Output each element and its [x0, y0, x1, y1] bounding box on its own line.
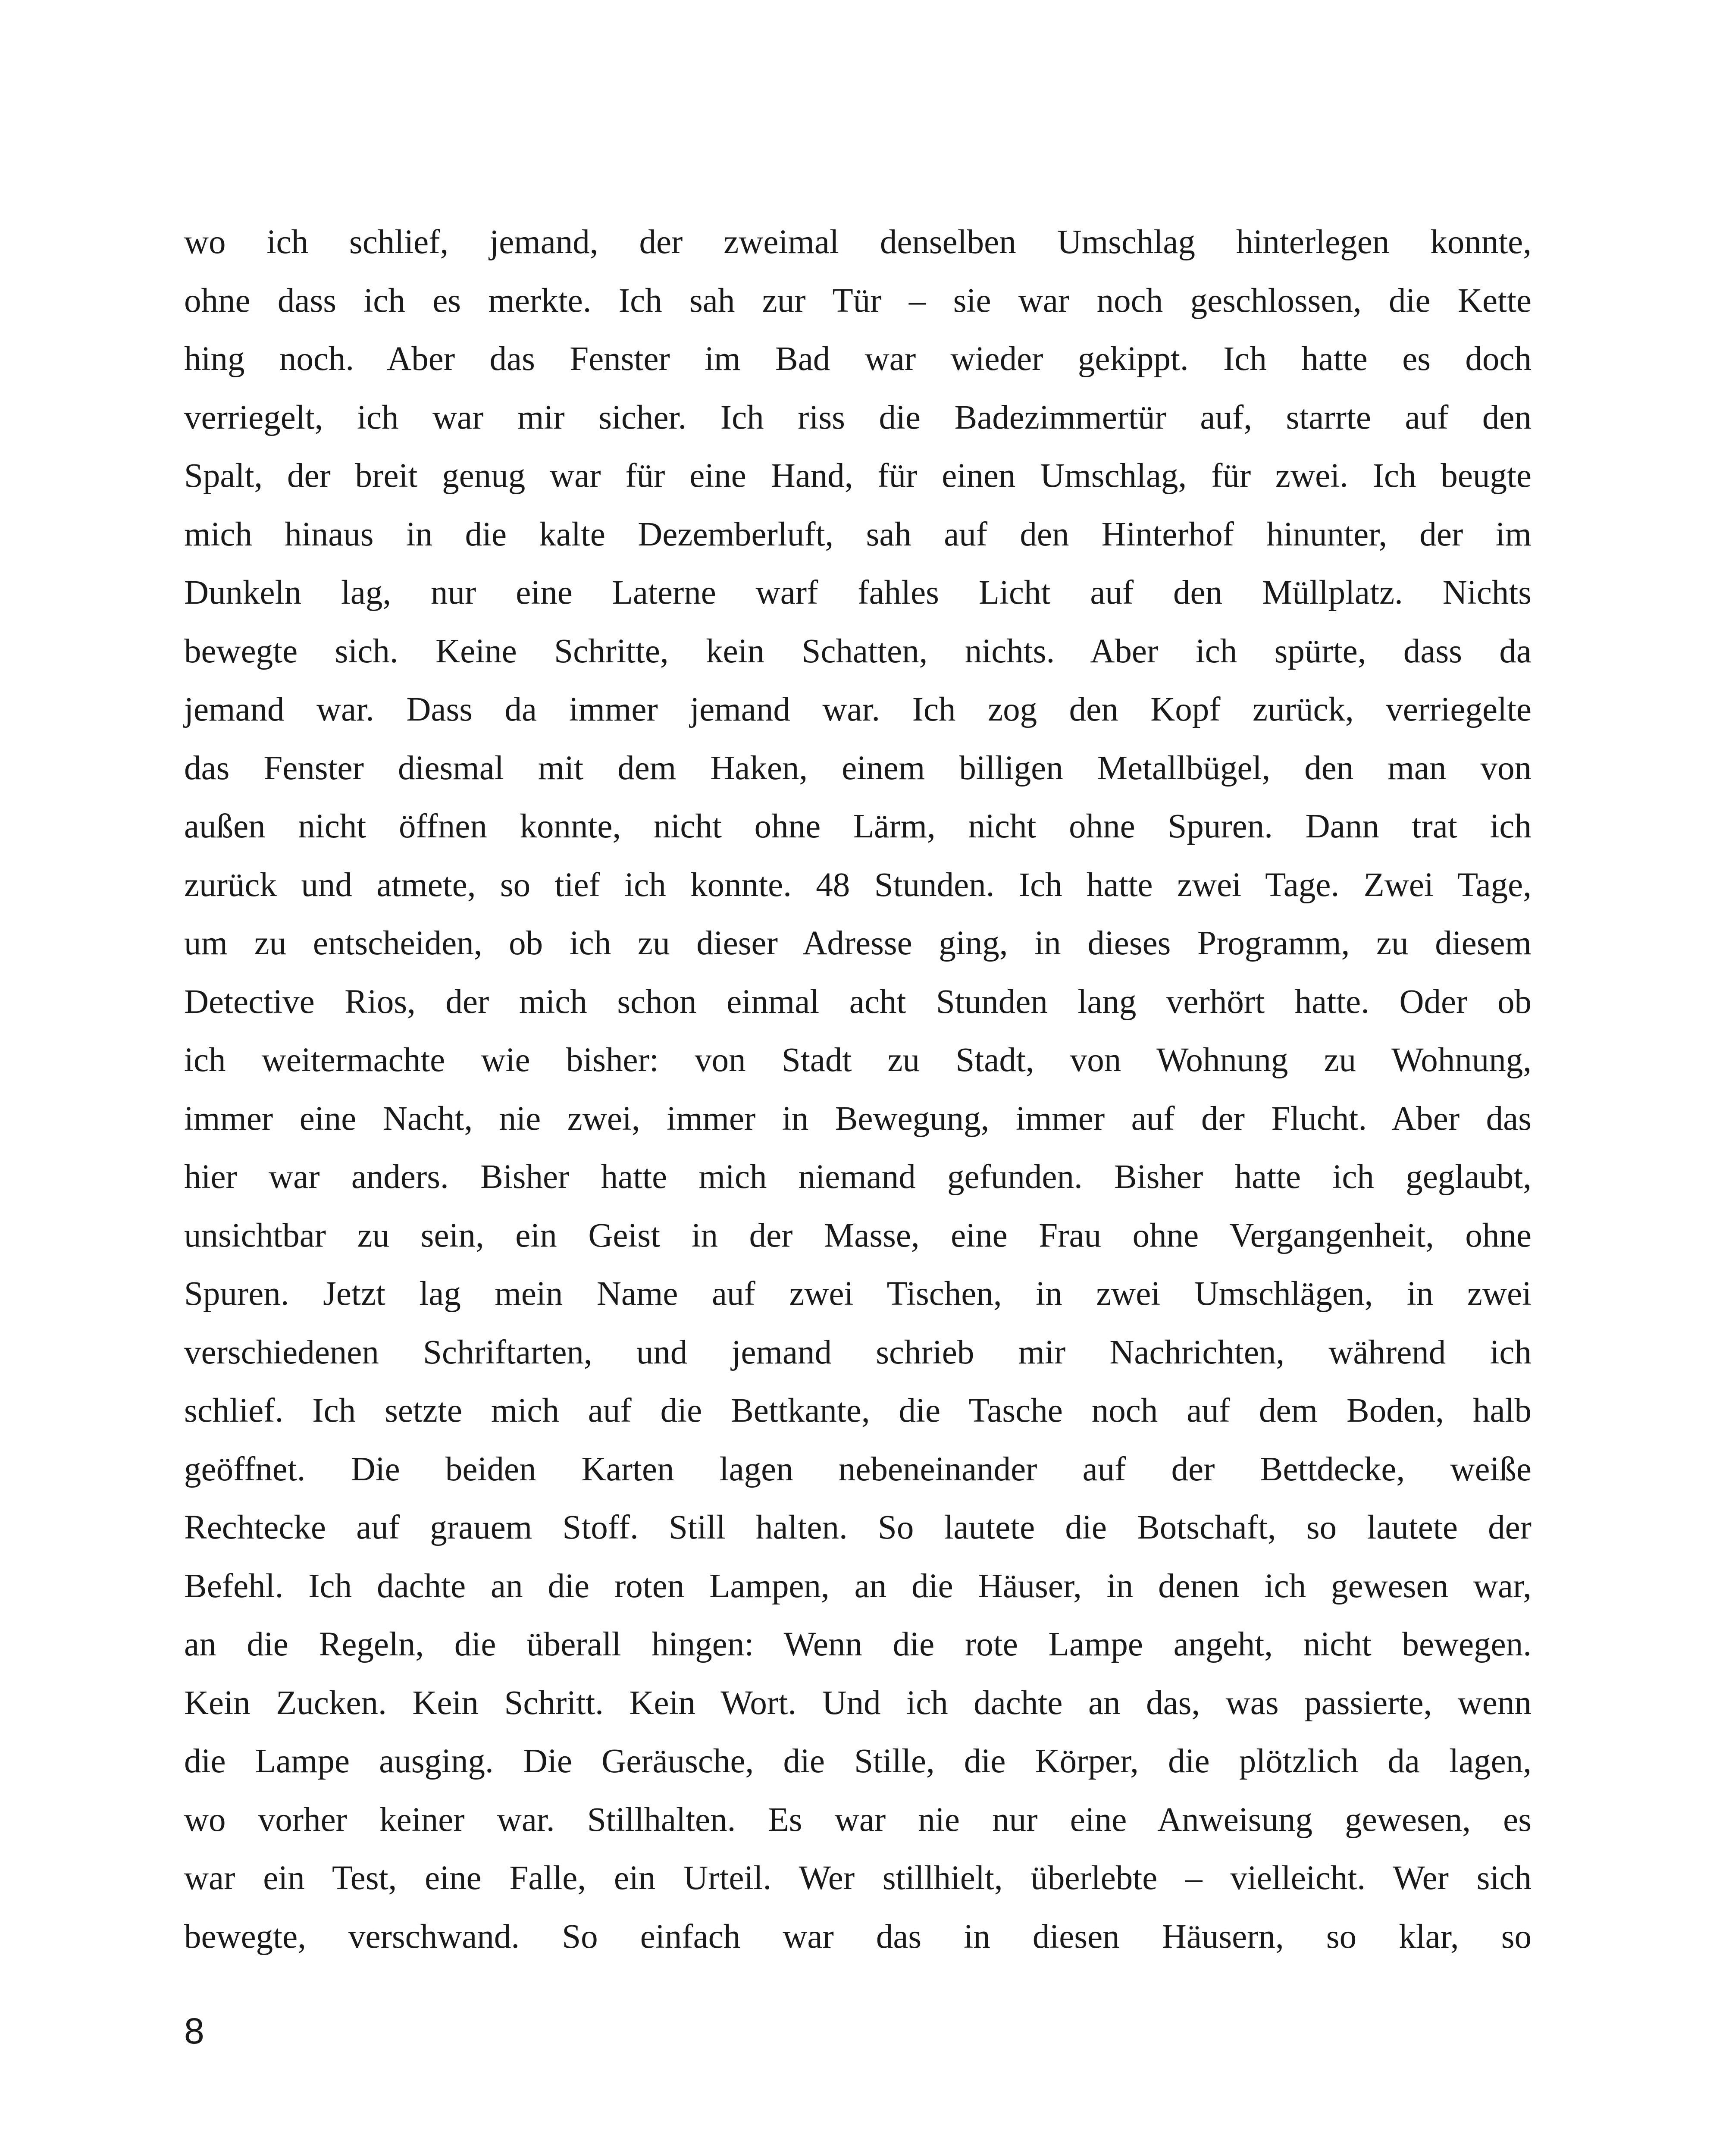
text-line: Detective Rios, der mich schon einmal acht Stunden lang verhört hatte. Oder ob: [184, 983, 1532, 1021]
text-line: unsichtbar zu sein, ein Geist in der Masse, eine Frau ohne Vergangenheit, ohne: [184, 1216, 1532, 1254]
text-line: Spuren. Jetzt lag mein Name auf zwei Tischen, in zwei Umschlägen, in zwei: [184, 1275, 1532, 1313]
text-line: wo vorher keiner war. Stillhalten. Es war nie nur eine Anweisung gewesen, es: [184, 1801, 1532, 1839]
text-line: das Fenster diesmal mit dem Haken, einem billigen Metallbügel, den man von: [184, 749, 1532, 787]
text-line: jemand war. Dass da immer jemand war. Ich zog den Kopf zurück, verriegelte: [184, 691, 1532, 728]
text-line: um zu entscheiden, ob ich zu dieser Adresse ging, in dieses Programm, zu diesem: [184, 924, 1532, 962]
text-line: verriegelt, ich war mir sicher. Ich riss die Badezimmertür auf, starrte auf den: [184, 398, 1532, 436]
text-line: mich hinaus in die kalte Dezemberluft, sah auf den Hinterhof hinunter, der im: [184, 515, 1532, 553]
text-line: hing noch. Aber das Fenster im Bad war wieder gekippt. Ich hatte es doch: [184, 340, 1532, 378]
page-number: 8: [184, 2011, 204, 2051]
text-line: immer eine Nacht, nie zwei, immer in Bewegung, immer auf der Flucht. Aber das: [184, 1100, 1532, 1138]
text-line: geöffnet. Die beiden Karten lagen nebeneinander auf der Bettdecke, weiße: [184, 1450, 1532, 1488]
text-line: Kein Zucken. Kein Schritt. Kein Wort. Und ich dachte an das, was passierte, wenn: [184, 1684, 1532, 1722]
text-line: Rechtecke auf grauem Stoff. Still halten. So lautete die Botschaft, so lautete der: [184, 1509, 1532, 1546]
text-line: hier war anders. Bisher hatte mich niemand gefunden. Bisher hatte ich geglaubt,: [184, 1158, 1532, 1196]
body-text: [184, 213, 1532, 1966]
text-line: wo ich schlief, jemand, der zweimal denselben Umschlag hinterlegen konnte,: [184, 223, 1532, 261]
text-line: ohne dass ich es merkte. Ich sah zur Tür – sie war noch geschlossen, die Kette: [184, 282, 1532, 320]
text-line: bewegte sich. Keine Schritte, kein Schatten, nichts. Aber ich spürte, dass da: [184, 632, 1532, 670]
text-line: an die Regeln, die überall hingen: Wenn die rote Lampe angeht, nicht bewegen.: [184, 1626, 1532, 1663]
text-line: Dunkeln lag, nur eine Laterne warf fahles Licht auf den Müllplatz. Nichts: [184, 574, 1532, 611]
text-line: bewegte, verschwand. So einfach war das in diesen Häusern, so klar, so: [184, 1918, 1532, 1955]
text-line: schlief. Ich setzte mich auf die Bettkante, die Tasche noch auf dem Boden, halb: [184, 1392, 1532, 1429]
text-line: zurück und atmete, so tief ich konnte. 48 Stunden. Ich hatte zwei Tage. Zwei Tage,: [184, 866, 1532, 904]
text-line: verschiedenen Schriftarten, und jemand schrieb mir Nachrichten, während ich: [184, 1333, 1532, 1371]
text-line: Befehl. Ich dachte an die roten Lampen, an die Häuser, in denen ich gewesen war,: [184, 1567, 1532, 1605]
text-line: ich weitermachte wie bisher: von Stadt zu Stadt, von Wohnung zu Wohnung,: [184, 1041, 1532, 1079]
text-line: Spalt, der breit genug war für eine Hand, für einen Umschlag, für zwei. Ich beugte: [184, 457, 1532, 495]
text-line: die Lampe ausging. Die Geräusche, die Stille, die Körper, die plötzlich da lagen,: [184, 1742, 1532, 1780]
text-line: außen nicht öffnen konnte, nicht ohne Lärm, nicht ohne Spuren. Dann trat ich: [184, 808, 1532, 845]
text-line: war ein Test, eine Falle, ein Urteil. Wer stillhielt, überlebte – vielleicht. Wer sich: [184, 1859, 1532, 1897]
